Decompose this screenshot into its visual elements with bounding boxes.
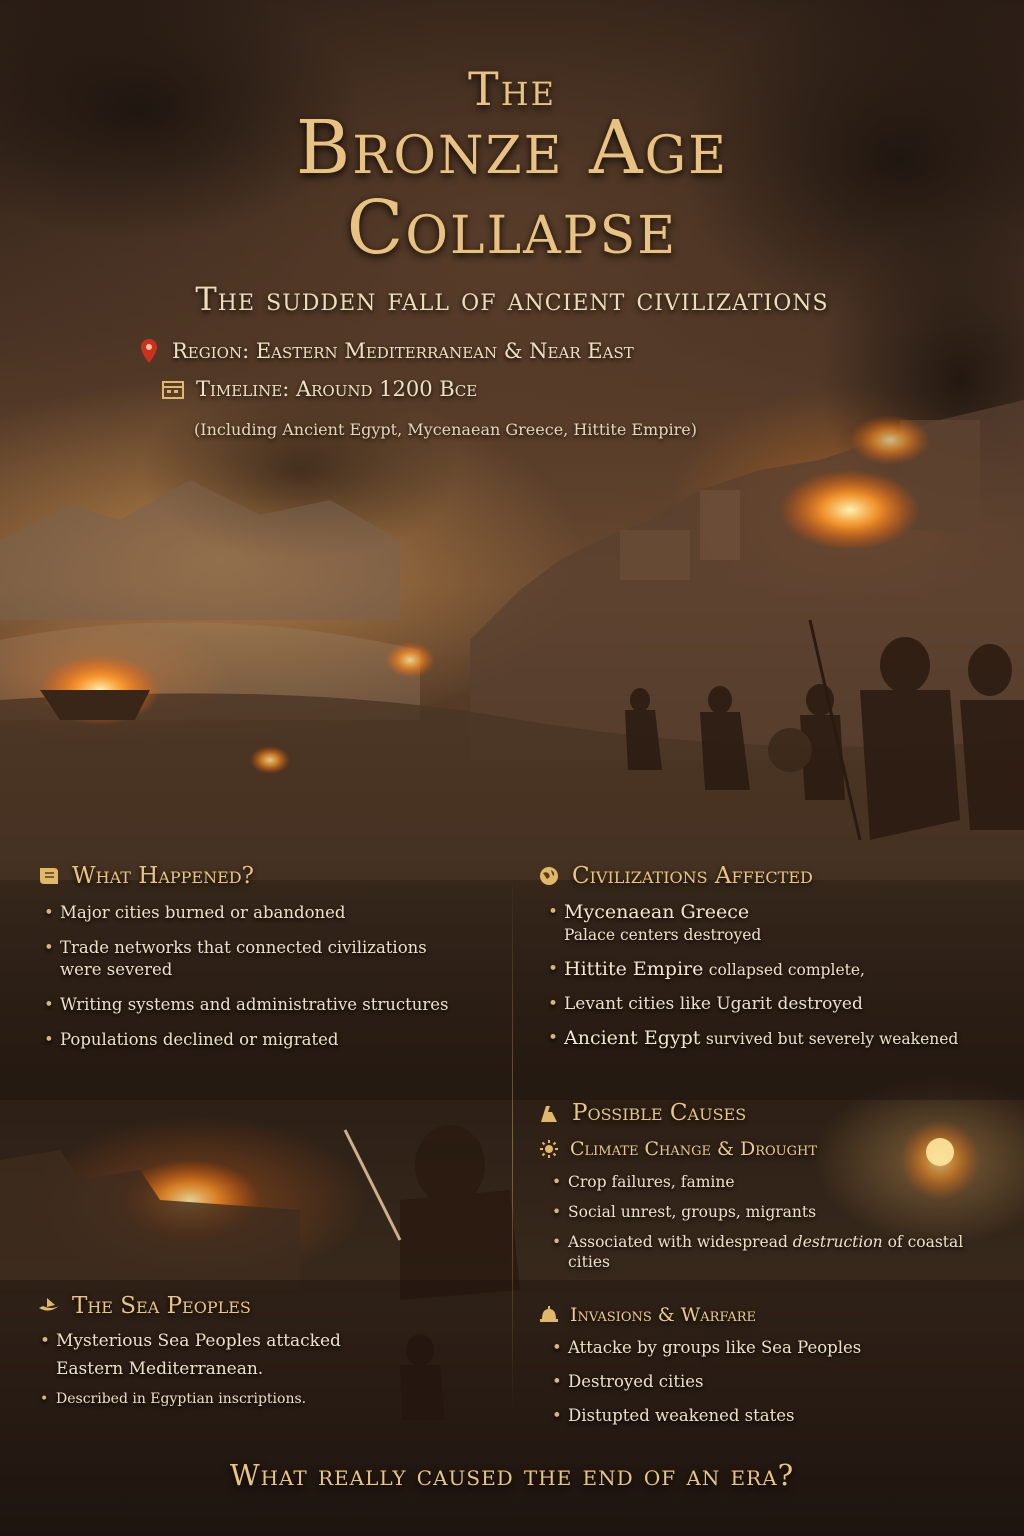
scroll-icon xyxy=(36,863,62,889)
list-item: • Trade networks that connected civilizations were severed xyxy=(42,937,460,981)
list-item: • Writing systems and administrative structures xyxy=(42,994,486,1016)
closing-question: What really caused the end of an era? xyxy=(229,1458,795,1492)
list-item xyxy=(546,901,1006,946)
climate-last-prefix: Associated with widespread xyxy=(568,1233,793,1251)
timeline-line xyxy=(160,376,477,402)
causes-heading: Possible Causes xyxy=(572,1100,747,1126)
list-item: • Destroyed cities xyxy=(550,1372,1006,1392)
helmet-icon xyxy=(536,1302,562,1328)
column-divider xyxy=(512,872,513,1412)
civilizations-section xyxy=(536,863,1006,1050)
region-text: Region: Eastern Mediterranean & Near East xyxy=(172,339,634,363)
civ-name: Ancient Egypt xyxy=(564,1027,701,1049)
sea-peoples-section xyxy=(36,1293,396,1413)
list-item xyxy=(546,993,1006,1015)
civilizations-note: (Including Ancient Egypt, Mycenaean Greece, Hittite Empire) xyxy=(194,420,697,439)
list-item: • Major cities burned or abandoned xyxy=(42,902,486,924)
title-line-2: Bronze Age xyxy=(295,105,729,191)
list-item: • Crop failures, famine xyxy=(550,1172,1006,1192)
subtitle: The sudden fall of ancient civilizations xyxy=(195,280,829,318)
civilizations-heading: Civilizations Affected xyxy=(572,863,813,889)
what-happened-heading: What Happened? xyxy=(72,863,254,889)
civ-name: Hittite Empire xyxy=(564,958,704,980)
broken-column-icon xyxy=(536,1100,562,1126)
climate-last-suffix: of coastal cities xyxy=(568,1233,964,1271)
climate-heading: Climate Change & Drought xyxy=(570,1138,818,1160)
list-item: • Mysterious Sea Peoples attacked Eastern Mediterranean. xyxy=(38,1327,378,1383)
civ-name: Mycenaean Greece xyxy=(564,901,750,923)
list-item xyxy=(550,1232,1006,1272)
sea-peoples-heading: The Sea Peoples xyxy=(72,1293,251,1319)
civ-detail: survived but severely weakened xyxy=(705,1030,959,1048)
list-item: • Populations declined or migrated xyxy=(42,1029,486,1051)
what-happened-section xyxy=(36,863,486,1051)
climate-last-emph: destruction xyxy=(792,1233,883,1251)
list-item: • Distupted weakened states xyxy=(550,1406,1006,1426)
civ-name: Levant cities like Ugarit destroyed xyxy=(564,994,863,1014)
title-line-1: The xyxy=(468,62,556,116)
list-item xyxy=(546,958,1006,981)
civ-detail: collapsed complete, xyxy=(708,961,865,979)
title-line-3: Collapse xyxy=(346,185,678,271)
region-line xyxy=(136,338,634,364)
invasions-heading: Invasions & Warfare xyxy=(570,1304,757,1326)
timeline-text: Timeline: Around 1200 Bce xyxy=(196,377,478,401)
globe-icon xyxy=(536,863,562,889)
calendar-icon xyxy=(160,376,186,402)
sun-icon xyxy=(536,1136,562,1162)
list-item: • Social unrest, groups, migrants xyxy=(550,1202,1006,1222)
list-item: • Attacke by groups like Sea Peoples xyxy=(550,1338,1006,1358)
civ-detail: Palace centers destroyed xyxy=(564,926,762,944)
list-item xyxy=(546,1027,1006,1050)
list-item: • Described in Egyptian inscriptions. xyxy=(38,1385,378,1413)
possible-causes-section xyxy=(536,1100,1006,1426)
ship-icon xyxy=(36,1293,62,1319)
map-pin-icon xyxy=(136,338,162,364)
